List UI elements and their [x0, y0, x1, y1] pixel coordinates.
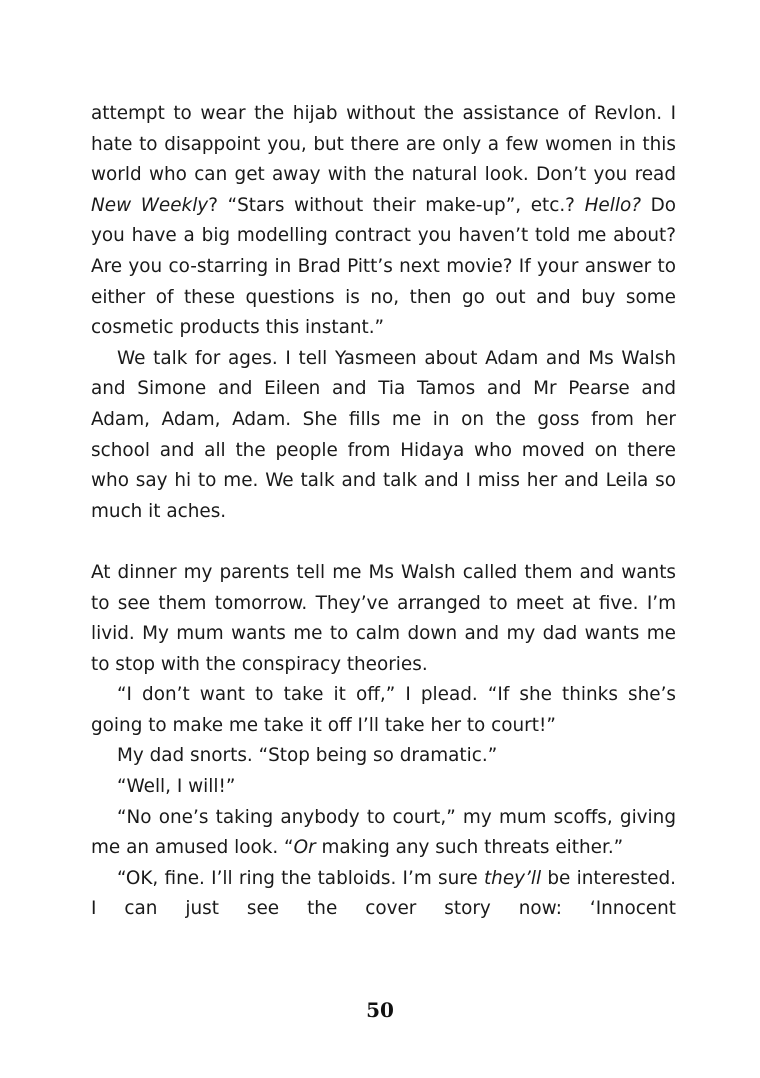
italic-text: Hello?	[584, 194, 641, 216]
text-run: making any such threats either.”	[315, 837, 624, 859]
paragraph	[91, 803, 676, 864]
paragraph	[91, 558, 676, 680]
text-run: At dinner my parents tell me Ms Walsh called them and wants to see them tomorrow. They’ve arranged to meet at five. I’m livid. My mum wants me to calm down and my dad wants me to stop with the conspiracy theories.	[91, 561, 676, 675]
text-run: My dad snorts. “Stop being so dramatic.”	[117, 745, 498, 767]
italic-text: they’ll	[483, 867, 542, 889]
text-run: be interested. I can just see the cover story now: ‘Innocent	[91, 867, 676, 920]
text-run: “Well, I will!”	[117, 776, 236, 798]
paragraph	[91, 99, 676, 344]
paragraph	[91, 344, 676, 528]
italic-text: New Weekly	[91, 194, 209, 216]
italic-text: Or	[293, 837, 316, 859]
text-run: attempt to wear the hijab without the assistance of Revlon. I hate to disappoint you, but there are only a few women in this world who can get away with the natural look. Don’t you read	[91, 103, 676, 186]
text-run: We talk for ages. I tell Yasmeen about Adam and Ms Walsh and Simone and Eileen and Tia Tamos and Mr Pearse and Adam, Adam, Adam. She fills me in on the goss from her school and all the people from Hidaya who moved on there who say hi to me. We talk and talk and I miss her and Leila so much it aches.	[91, 347, 676, 522]
paragraph	[91, 772, 676, 803]
text-run: “No one’s taking anybody to court,” my mum scoffs, giving me an amused look. “	[91, 806, 676, 859]
text-run: “I don’t want to take it off,” I plead. “If she thinks she’s going to make me take it off I’ll take her to court!”	[91, 684, 676, 736]
body-text	[91, 99, 676, 925]
text-run: Do you have a big modelling contract you haven’t told me about? Are you co-starring in Brad Pitt’s next movie? If your answer to either of these questions is no, then go out and buy some cosmetic products this instant.”	[91, 194, 677, 339]
text-run: ? “Stars without their make-up”, etc.?	[208, 194, 585, 216]
page-number: 50	[366, 998, 394, 1022]
paragraph	[91, 864, 676, 925]
text-run: “OK, fine. I’ll ring the tabloids. I’m sure	[117, 867, 484, 889]
paragraph	[91, 741, 676, 772]
paragraph	[91, 680, 676, 741]
